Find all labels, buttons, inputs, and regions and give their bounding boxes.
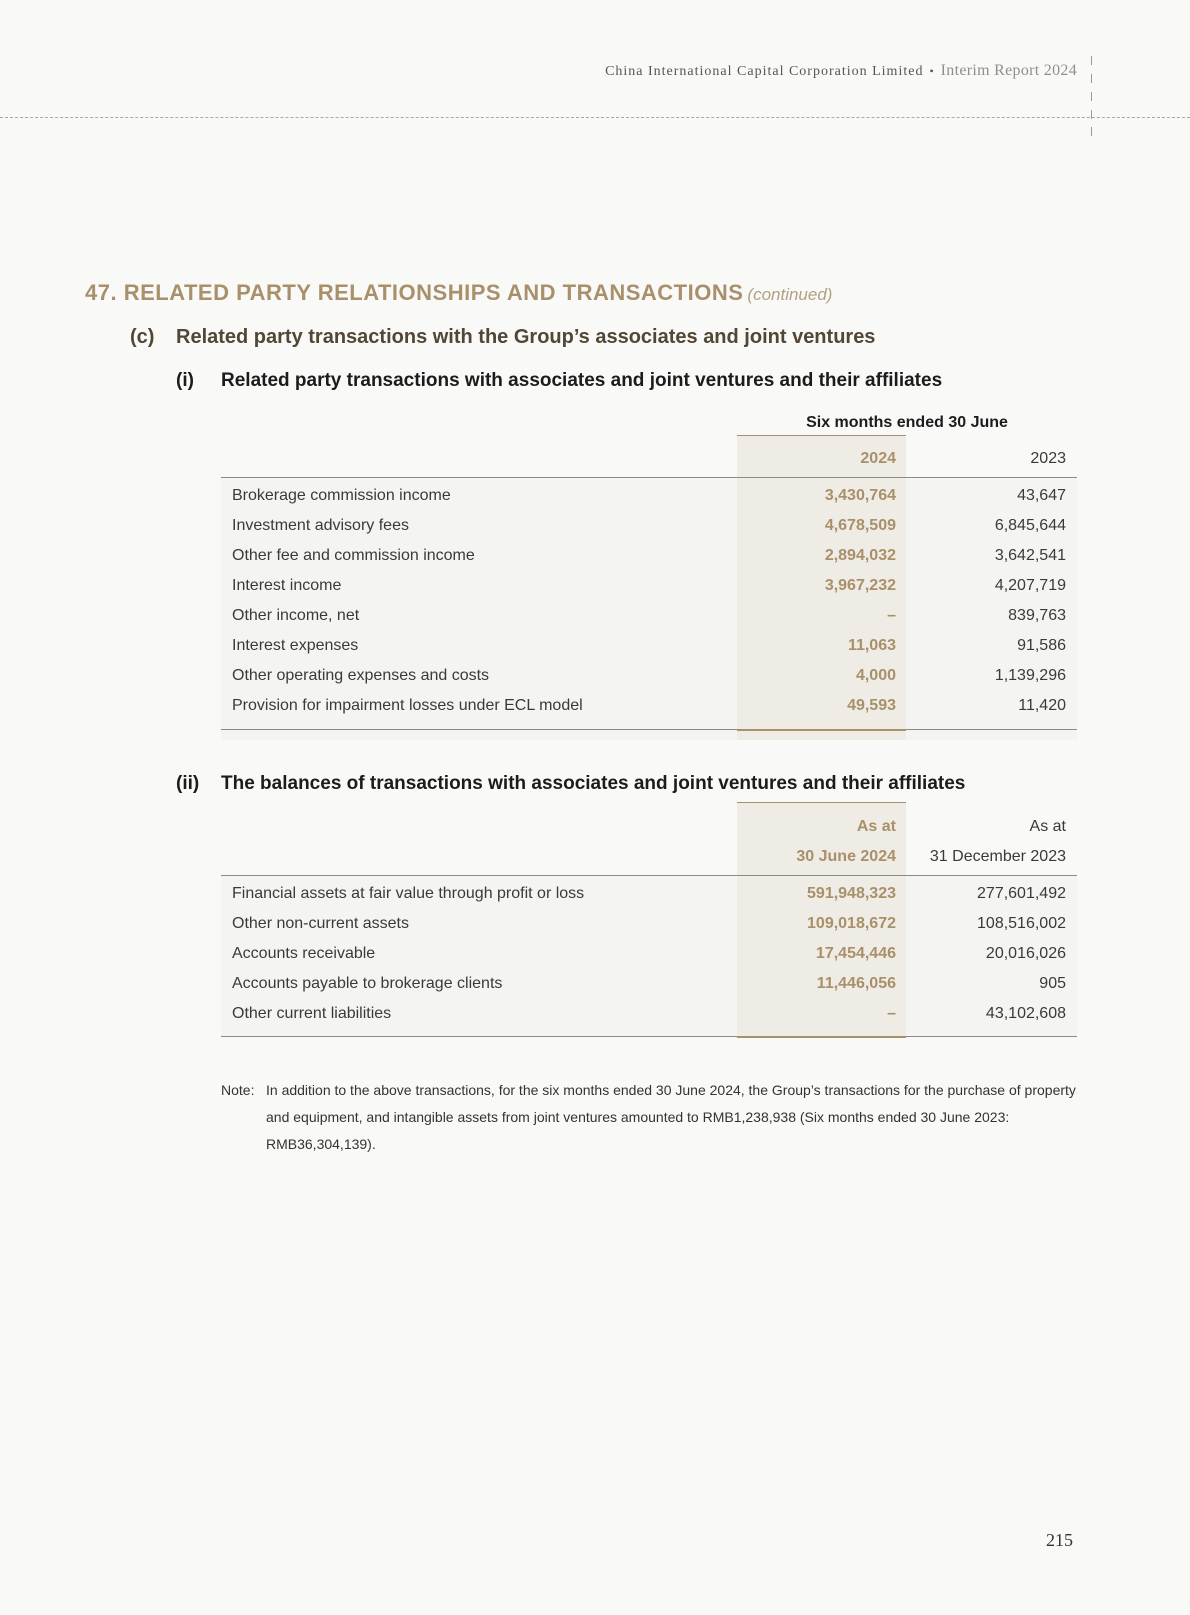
row-value-prior: 1,139,296	[994, 667, 1066, 684]
table2-number: (ii)	[176, 773, 200, 794]
row-label: Other fee and commission income	[232, 547, 475, 564]
row-label: Financial assets at fair value through profit or loss	[232, 885, 585, 902]
header-company: China International Capital Corporation Limited	[605, 64, 924, 79]
table-row	[221, 572, 1077, 602]
footnote	[221, 1077, 1077, 1158]
row-label: Other income, net	[232, 607, 360, 624]
transactions-table	[221, 410, 1077, 735]
subsection-number: (c)	[130, 326, 155, 348]
section-number: 47.	[85, 280, 118, 305]
row-value-current: 109,018,672	[807, 915, 896, 932]
balances-table	[221, 800, 1077, 1040]
row-value-prior: 20,016,026	[985, 945, 1066, 962]
row-value-prior: 4,207,719	[994, 577, 1066, 594]
header-report: Interim Report 2024	[940, 62, 1077, 79]
header-tick-mark	[1091, 127, 1092, 136]
note-label: Note:	[221, 1082, 255, 1098]
row-value-prior: 43,102,608	[985, 1005, 1066, 1022]
table1-title	[176, 370, 942, 392]
row-value-prior: 839,763	[1008, 607, 1066, 624]
table-row	[221, 940, 1077, 970]
row-value-current: 11,063	[847, 637, 896, 654]
table-row	[221, 602, 1077, 632]
table-row	[221, 662, 1077, 692]
row-value-current: 3,430,764	[824, 487, 896, 504]
subsection-title-text: Related party transactions with the Group’s associates and joint ventures	[176, 326, 876, 348]
section-title	[85, 280, 832, 306]
row-value-current: 4,678,509	[824, 517, 896, 534]
table1-col1-header: 2024	[860, 450, 896, 467]
table1-number: (i)	[176, 370, 194, 391]
row-value-current: 49,593	[847, 697, 896, 714]
table-row	[221, 542, 1077, 572]
page-number: 215	[1046, 1530, 1073, 1550]
row-label: Brokerage commission income	[232, 487, 451, 504]
row-label: Other current liabilities	[232, 1005, 392, 1022]
running-header	[605, 62, 1077, 80]
table1-col2-header: 2023	[1030, 450, 1066, 467]
header-separator: •	[929, 64, 935, 78]
header-tick-mark	[1091, 56, 1092, 65]
table-row	[221, 692, 1077, 722]
note-text: In addition to the above transactions, for the six months ended 30 June 2024, the Group’s transactions for the purchase of property and equipment, and intangible assets from joint ventures amounted to RMB1,238,938 (Six months ended 30 June 2023: RMB36,304,139).	[266, 1082, 1076, 1152]
table-row	[221, 910, 1077, 940]
row-value-prior: 108,516,002	[977, 915, 1066, 932]
header-tick-mark	[1091, 110, 1092, 119]
header-tick-mark	[1091, 74, 1092, 83]
table2-bottom-rule	[221, 1036, 1077, 1037]
row-label: Interest income	[232, 577, 342, 594]
row-value-current: 11,446,056	[816, 975, 896, 992]
table-row	[221, 512, 1077, 542]
table-row	[221, 1000, 1077, 1030]
row-label: Other non-current assets	[232, 915, 409, 932]
period-header: Six months ended 30 June	[806, 414, 1008, 431]
table2-highlight-top-rule	[737, 802, 906, 803]
header-tick-mark	[1091, 92, 1092, 101]
row-value-current: 3,967,232	[824, 577, 896, 594]
row-label: Accounts receivable	[232, 945, 376, 962]
row-value-prior: 277,601,492	[977, 885, 1066, 902]
row-value-prior: 3,642,541	[994, 547, 1066, 564]
table2-col1-header-line1: As at	[856, 818, 896, 835]
table1-highlight-bottom-rule	[737, 729, 906, 731]
table2-highlight-bottom-rule	[737, 1036, 906, 1038]
header-dashed-rule	[0, 117, 1190, 118]
row-value-prior: 11,420	[1018, 697, 1066, 714]
row-value-current: 17,454,446	[815, 945, 896, 962]
table1-bottom-rule	[221, 729, 1077, 730]
table1-title-text: Related party transactions with associates and joint ventures and their affiliates	[221, 370, 943, 391]
row-label: Other operating expenses and costs	[232, 667, 490, 684]
row-value-current: –	[887, 607, 896, 624]
table1-header-rule	[221, 477, 1077, 478]
table2-title-text: The balances of transactions with associates and joint ventures and their affiliates	[221, 773, 966, 794]
section-continued: (continued)	[747, 285, 833, 304]
table1-highlight-top-rule	[737, 435, 906, 436]
table-row	[221, 482, 1077, 512]
table-row	[221, 632, 1077, 662]
row-value-current: 2,894,032	[824, 547, 896, 564]
row-value-prior: 6,845,644	[994, 517, 1066, 534]
row-value-prior: 91,586	[1017, 637, 1066, 654]
row-value-current: 4,000	[855, 667, 896, 684]
table-row	[221, 970, 1077, 1000]
row-label: Interest expenses	[232, 637, 359, 654]
table-row	[221, 880, 1077, 910]
row-label: Investment advisory fees	[232, 517, 409, 534]
row-value-current: –	[887, 1005, 896, 1022]
section-title-text: RELATED PARTY RELATIONSHIPS AND TRANSACTIONS	[123, 280, 744, 305]
table2-header-rule	[221, 875, 1077, 876]
row-value-prior: 905	[1039, 975, 1066, 992]
table2-col2-header-line2: 31 December 2023	[929, 848, 1066, 865]
row-label: Provision for impairment losses under ECL model	[232, 697, 583, 714]
row-value-current: 591,948,323	[807, 885, 896, 902]
subsection-title	[130, 326, 875, 349]
row-label: Accounts payable to brokerage clients	[232, 975, 503, 992]
table2-col1-header-line2: 30 June 2024	[796, 848, 896, 865]
row-value-prior: 43,647	[1017, 487, 1066, 504]
table2-title	[176, 773, 965, 795]
table2-col2-header-line1: As at	[1029, 818, 1066, 835]
